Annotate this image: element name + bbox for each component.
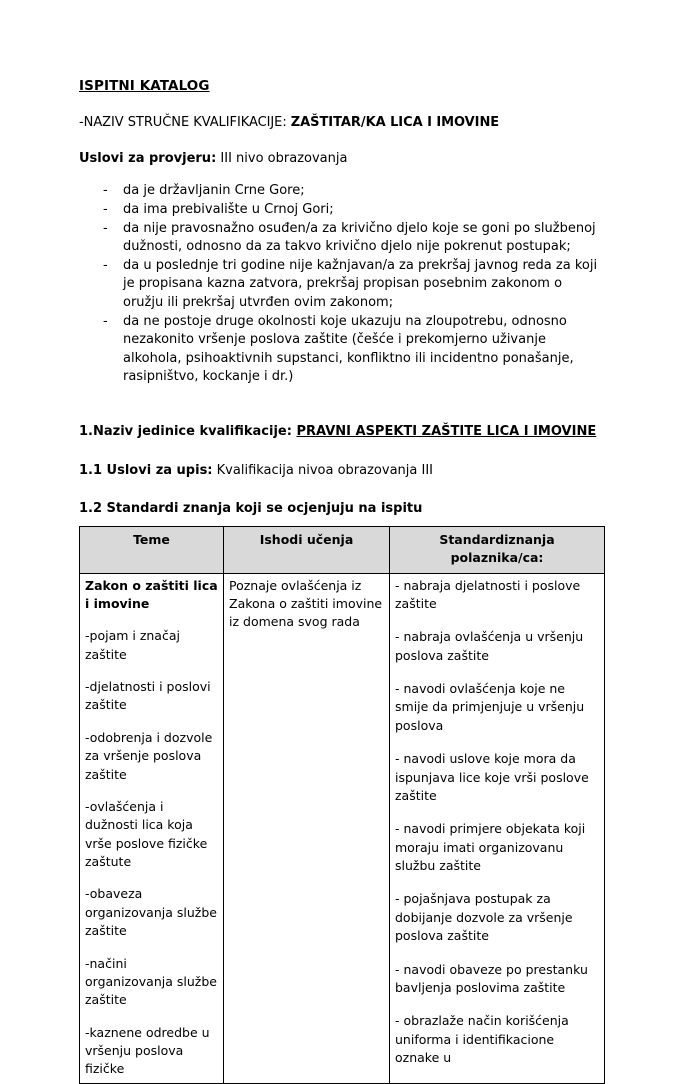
list-item-text: da ne postoje druge okolnosti koje ukazuju na zloupotrebu, odnosno nezakonito vršenje poslova zaštite (češće i prekomjerno uživanje alkohola, psihoaktivnih supstanci, konfliktno ili incidentno ponašanje, rasipništvo, kockanje i dr.) xyxy=(123,313,574,385)
standard-item: - nabraja ovlašćenja u vršenju poslova zaštite xyxy=(395,629,584,663)
qualification-name-line xyxy=(79,115,604,131)
conditions-list xyxy=(79,182,604,387)
standard-item: - navodi uslove koje mora da ispunjava lice koje vrši poslove zaštite xyxy=(395,751,589,803)
section-1-heading xyxy=(79,424,604,441)
dash-marker-icon: - xyxy=(103,313,108,329)
standard-item: - navodi primjere objekata koji moraju imati organizovanu službu zaštite xyxy=(395,821,586,874)
page-title: ISPITNI KATALOG xyxy=(79,78,210,94)
topic-item: -kaznene odredbe u vršenju poslova fizičke xyxy=(85,1024,210,1077)
standard-item: - navodi obaveze po prestanku bavljenja poslovima zaštite xyxy=(395,961,588,995)
standards-table xyxy=(79,526,605,1084)
table-header-teme: Teme xyxy=(80,527,224,573)
topic-item: -obaveza organizovanja službe zaštite xyxy=(85,886,217,939)
table-header-standardi-line2: polaznika/ca: xyxy=(450,550,544,566)
topic-item: -djelatnosti i poslovi zaštite xyxy=(85,679,211,713)
standards-table-wrapper xyxy=(79,526,604,1077)
list-item-text: da nije pravosnažno osuđen/a za krivično djelo koje se goni po službenoj dužnosti, odnosno da za takvo krivično djelo nije pokrenut postupak; xyxy=(123,220,596,255)
standard-item: - navodi ovlašćenja koje ne smije da primjenjuje u vršenju poslova xyxy=(395,681,585,733)
document-body xyxy=(79,78,604,1077)
topic-heading: Zakon o zaštiti lica i imovine xyxy=(85,577,218,611)
topic-item: -načini organizovanja službe zaštite xyxy=(85,955,217,1008)
table-cell-ishodi-ucenja xyxy=(224,573,390,1083)
list-item xyxy=(103,201,604,219)
section-1-2-heading: 1.2 Standardi znanja koji se ocjenjuju na ispitu xyxy=(79,501,423,517)
section-1-label: 1.Naziv jedinice kvalifikacije: xyxy=(79,423,292,439)
dash-marker-icon: - xyxy=(103,201,108,217)
dash-marker-icon: - xyxy=(103,220,108,236)
list-item-text: da u poslednje tri godine nije kažnjavan/a za prekršaj javnog reda za koji je propisana kazna zatvora, prekršaj propisan posebnim zakonom o oružju ili prekršaj utvrđen ovim zakonom; xyxy=(123,258,598,310)
table-header-row xyxy=(80,527,605,573)
exam-conditions-line xyxy=(79,151,604,167)
topic-item: -pojam i značaj zaštite xyxy=(85,628,180,662)
topic-item: -odobrenja i dozvole za vršenje poslova zaštite xyxy=(85,729,213,782)
list-item-text: da ima prebivalište u Crnoj Gori; xyxy=(123,201,334,217)
standard-item: - nabraja djelatnosti i poslove zaštite xyxy=(395,577,581,611)
qualification-name-label: -NAZIV STRUČNE KVALIFIKACIJE: xyxy=(79,115,287,131)
dash-marker-icon: - xyxy=(103,258,108,273)
table-header-standardi-znanja xyxy=(390,527,605,573)
table-row xyxy=(80,573,605,1083)
table-header-standardi-line1: Standardiznanja xyxy=(439,532,555,548)
topic-item: -ovlašćenja i dužnosti lica koja vrše poslove fizičke zaštute xyxy=(85,798,208,870)
exam-conditions-value: III nivo obrazovanja xyxy=(220,151,348,167)
section-1-value: PRAVNI ASPEKTI ZAŠTITE LICA I IMOVINE xyxy=(296,423,597,439)
table-header-ishodi-ucenja: Ishodi učenja xyxy=(224,527,390,573)
list-item xyxy=(103,182,604,200)
section-1-1-label: 1.1 Uslovi za upis: xyxy=(79,462,213,478)
list-item xyxy=(103,313,604,387)
standard-item: - obrazlaže način korišćenja uniforma i identifikacione oznake u xyxy=(395,1013,569,1066)
outcome-item: Poznaje ovlašćenja iz Zakona o zaštiti imovine iz domena svog rada xyxy=(229,577,383,630)
table-cell-teme xyxy=(80,573,224,1083)
standard-item: - pojašnjava postupak za dobijanje dozvole za vršenje poslova zaštite xyxy=(395,891,573,944)
exam-conditions-label: Uslovi za provjeru: xyxy=(79,151,217,167)
list-item-text: da je državljanin Crne Gore; xyxy=(123,182,305,198)
list-item xyxy=(103,257,604,312)
section-1-1-value: Kvalifikacija nivoa obrazovanja III xyxy=(216,462,433,478)
qualification-name-value: ZAŠTITAR/KA LICA I IMOVINE xyxy=(290,115,500,131)
section-1-1-heading xyxy=(79,463,604,480)
table-cell-standardi-znanja xyxy=(390,573,605,1083)
list-item xyxy=(103,220,604,257)
dash-marker-icon: - xyxy=(103,182,108,198)
